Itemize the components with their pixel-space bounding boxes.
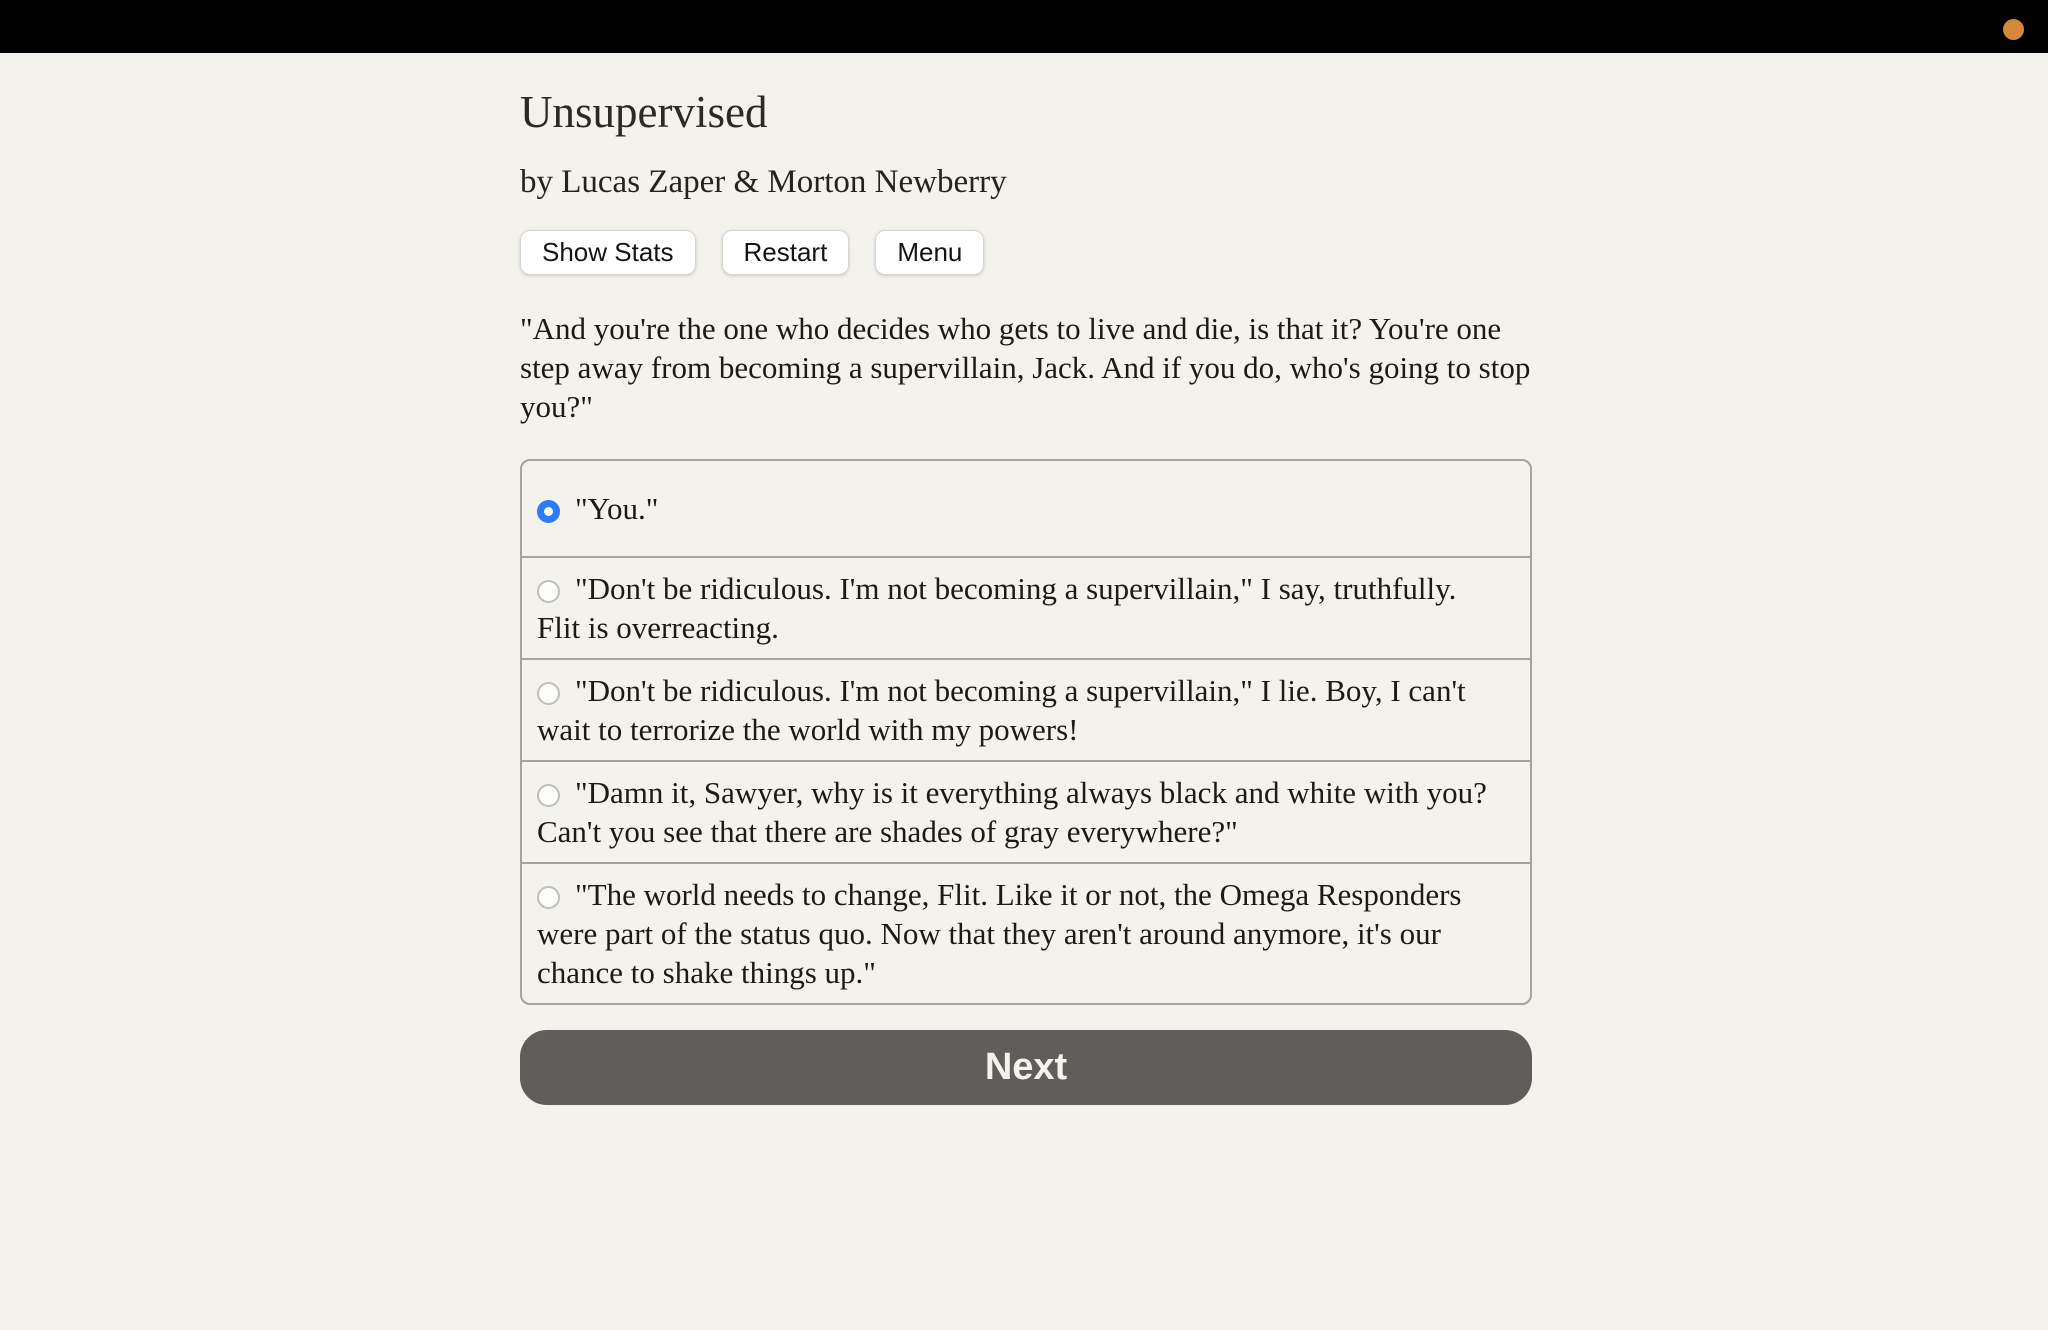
choice-option[interactable] — [522, 658, 1530, 760]
radio-icon[interactable] — [537, 886, 560, 909]
byline: by Lucas Zaper & Morton Newberry — [520, 164, 1007, 200]
choice-option[interactable] — [522, 556, 1530, 658]
notification-dot-icon — [2003, 19, 2024, 40]
show-stats-button[interactable]: Show Stats — [520, 230, 696, 275]
choice-list — [520, 459, 1532, 1005]
story-paragraph: "And you're the one who decides who gets to live and die, is that it? You're one step away from becoming a supervillain, Jack. And if you do, who's going to stop you?" — [520, 310, 1531, 424]
next-button[interactable]: Next — [520, 1030, 1532, 1105]
choice-label: "Don't be ridiculous. I'm not becoming a supervillain," I lie. Boy, I can't wait to terrorize the world with my powers! — [537, 672, 1466, 747]
choice-label: "Damn it, Sawyer, why is it everything always black and white with you? Can't you see that there are shades of gray everywhere?" — [537, 774, 1487, 849]
radio-icon[interactable] — [537, 682, 560, 705]
game-page — [520, 86, 1532, 1105]
choice-label: "You." — [575, 490, 659, 526]
choice-label: "Don't be ridiculous. I'm not becoming a supervillain," I say, truthfully. Flit is overreacting. — [537, 570, 1457, 645]
choice-label: "The world needs to change, Flit. Like it or not, the Omega Responders were part of the status quo. Now that they aren't around anymore, it's our chance to shake things up." — [537, 876, 1462, 990]
page-title: Unsupervised — [520, 87, 768, 137]
toolbar — [520, 230, 1532, 275]
choice-option[interactable] — [522, 461, 1530, 556]
restart-button[interactable]: Restart — [722, 230, 850, 275]
radio-icon[interactable] — [537, 784, 560, 807]
choice-option[interactable] — [522, 862, 1530, 1003]
radio-icon[interactable] — [537, 500, 560, 523]
choice-option[interactable] — [522, 760, 1530, 862]
radio-icon[interactable] — [537, 580, 560, 603]
window-topbar — [0, 0, 2048, 53]
menu-button[interactable]: Menu — [875, 230, 984, 275]
